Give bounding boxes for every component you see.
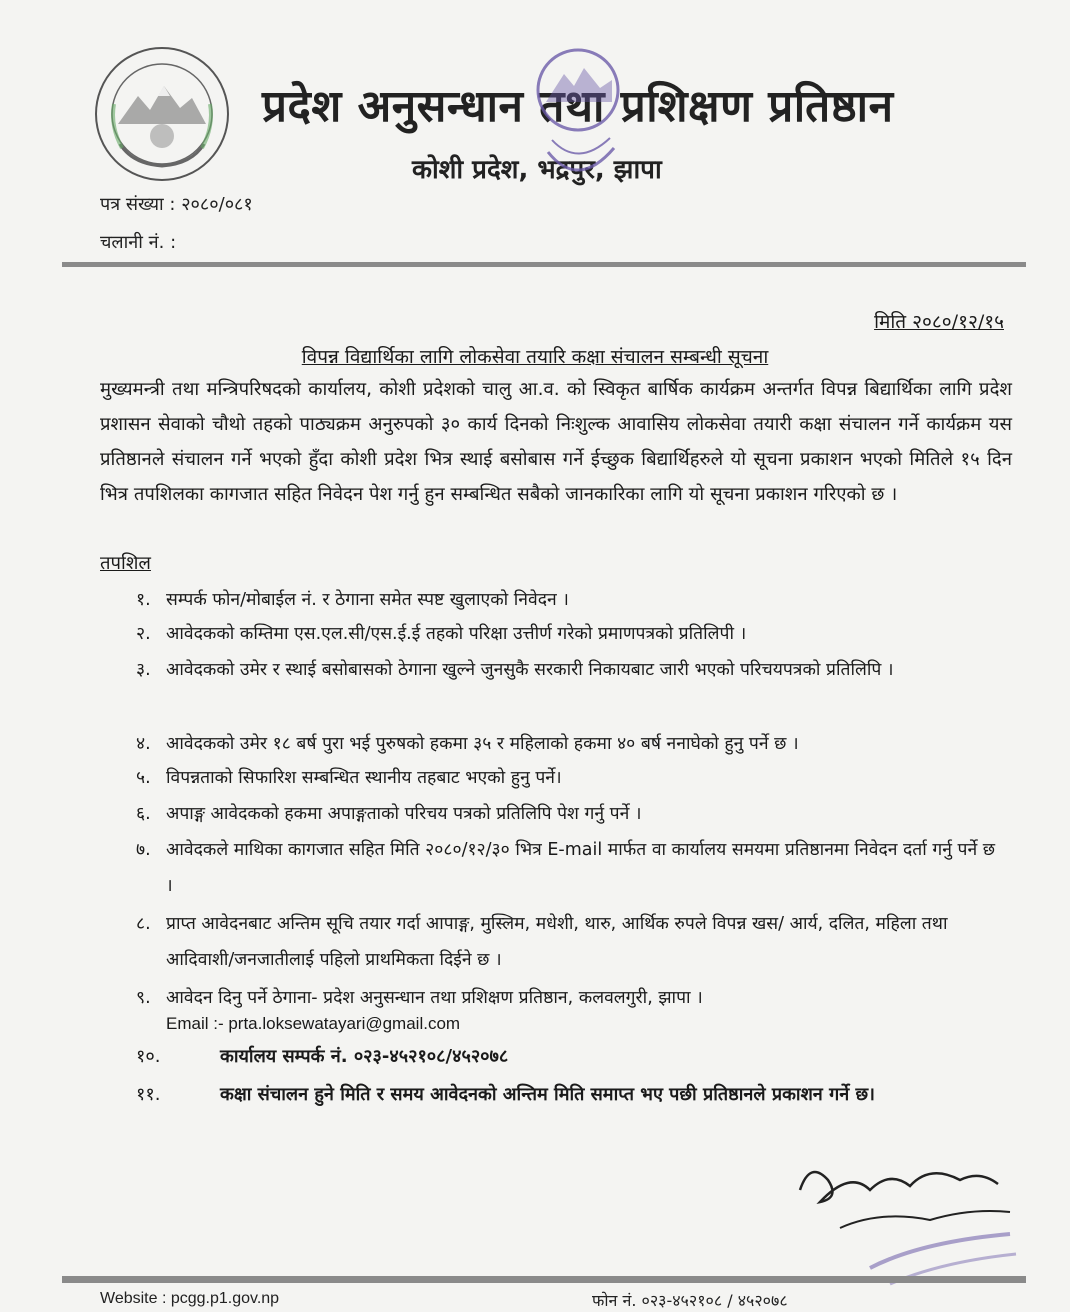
footer-website: Website : pcgg.p1.gov.np — [100, 1290, 280, 1307]
list-item-text: आवेदन दिनु पर्ने ठेगाना- प्रदेश अनुसन्धान तथा प्रशिक्षण प्रतिष्ठान, कलवलगुरी, झापा । — [166, 988, 703, 1008]
organization-title: प्रदेश अनुसन्धान तथा प्रशिक्षण प्रतिष्ठान — [262, 81, 894, 132]
list-item-text: आवेदकको उमेर १८ बर्ष पुरा भई पुरुषको हकमा ३५ र महिलाको हकमा ४० बर्ष ननाघेको हुनु पर्ने छ । — [166, 734, 799, 754]
class-schedule-note: कक्षा संचालन हुने मिति र समय आवेदनको अन्तिम मिति समाप्त भए पछी प्रतिष्ठानले प्रकाशन गर्ने छ। — [220, 1084, 875, 1105]
list-item-text: आवेदकको उमेर र स्थाई बसोबासको ठेगाना खुल्ने जुनसुकै सरकारी निकायबाट जारी भएको परिचयपत्रको प्रतिलिपि । — [166, 660, 894, 680]
list-item-number: १. — [136, 590, 151, 610]
footer-divider — [62, 1276, 1026, 1283]
list-item-text: आवेदकको कम्तिमा एस.एल.सी/एस.ई.ई तहको परिक्षा उत्तीर्ण गरेको प्रमाणपत्रको प्रतिलिपी । — [166, 624, 747, 644]
notice-subject: विपन्न विद्यार्थिका लागि लोकसेवा तयारि कक्षा संचालन सम्बन्धी सूचना — [301, 346, 769, 368]
list-item-text: अपाङ्ग आवेदकको हकमा अपाङ्गताको परिचय पत्रको प्रतिलिपि पेश गर्नु पर्ने । — [166, 804, 642, 824]
signature-icon — [780, 1150, 1030, 1290]
application-email: Email :- prta.loksewatayari@gmail.com — [166, 1014, 461, 1033]
letter-reference-number: पत्र संख्या : २०८०/०८१ — [100, 194, 253, 215]
list-item-number: ६. — [136, 804, 151, 824]
notice-intro-paragraph: मुख्यमन्त्री तथा मन्त्रिपरिषदको कार्यालय, कोशी प्रदेशको चालु आ.व. को स्विकृत बार्षिक कार्यक्रम अन्तर्गत विपन्न बिद्यार्थिका लागि प्रदेश प्रशासन सेवाको चौथो तहको पाठ्यक्रम अनुरुपको ३० कार्य दिनको निःशुल्क आवासिय लोकसेवा तयारी कक्षा संचालन गर्ने कार्यक्रम यस प्रतिष्ठानले संचालन गर्ने भएको हुँदा कोशी प्रदेश भित्र स्थाई बसोबास गर्ने ईच्छुक बिद्यार्थिहरुले यो सूचना प्रकाशन भएको मितिले १५ दिन भित्र तपशिलका कागजात सहित निवेदन पेश गर्नु हुन सम्बन्धित सबैको जानकारिका लागि यो सूचना प्रकाशन गरिएको छ । — [100, 379, 1012, 505]
list-item-text: प्राप्त आवेदनबाट अन्तिम सूचि तयार गर्दा आपाङ्ग, मुस्लिम, मधेशी, थारु, आर्थिक रुपले विपन्न खस/ आर्य, दलित, महिला तथा आदिवाशी/जनजातीलाई पहिलो प्राथमिकता दिईने छ । — [166, 914, 948, 970]
list-item-number: ४. — [136, 734, 151, 754]
list-item-text: सम्पर्क फोन/मोबाईल नं. र ठेगाना समेत स्पष्ट खुलाएको निवेदन । — [166, 590, 569, 610]
list-item-text: विपन्नताको सिफारिश सम्बन्धित स्थानीय तहबाट भएको हुनु पर्ने। — [166, 768, 562, 788]
list-item-number: २. — [136, 624, 151, 644]
office-stamp-icon — [518, 40, 638, 200]
list-item-number: ११. — [136, 1084, 161, 1105]
list-item-number: ७. — [136, 840, 151, 860]
list-item-number: ८. — [136, 914, 151, 934]
organization-address: कोशी प्रदेश, भद्रपुर, झापा — [412, 155, 662, 185]
header-divider — [62, 262, 1026, 267]
list-item-number: ९. — [136, 988, 151, 1008]
list-item-number: ५. — [136, 768, 151, 788]
dispatch-number: चलानी नं. : — [100, 232, 177, 253]
list-item-number: ३. — [136, 660, 151, 680]
details-section-heading: तपशिल — [100, 553, 151, 574]
office-contact-number: कार्यालय सम्पर्क नं. ०२३-४५२१०८/४५२०७८ — [220, 1046, 509, 1067]
list-item-text: आवेदकले माथिका कागजात सहित मिति २०८०/१२/३० भित्र E-mail मार्फत वा कार्यालय समयमा प्रतिष्ठानमा निवेदन दर्ता गर्नु पर्ने छ । — [166, 840, 995, 896]
list-item-number: १०. — [136, 1046, 161, 1067]
footer-phone: फोन नं. ०२३-४५२१०८ / ४५२०७८ — [592, 1291, 788, 1310]
emblem-logo-icon — [92, 44, 232, 184]
notice-date: मिति २०८०/१२/१५ — [874, 311, 1004, 333]
